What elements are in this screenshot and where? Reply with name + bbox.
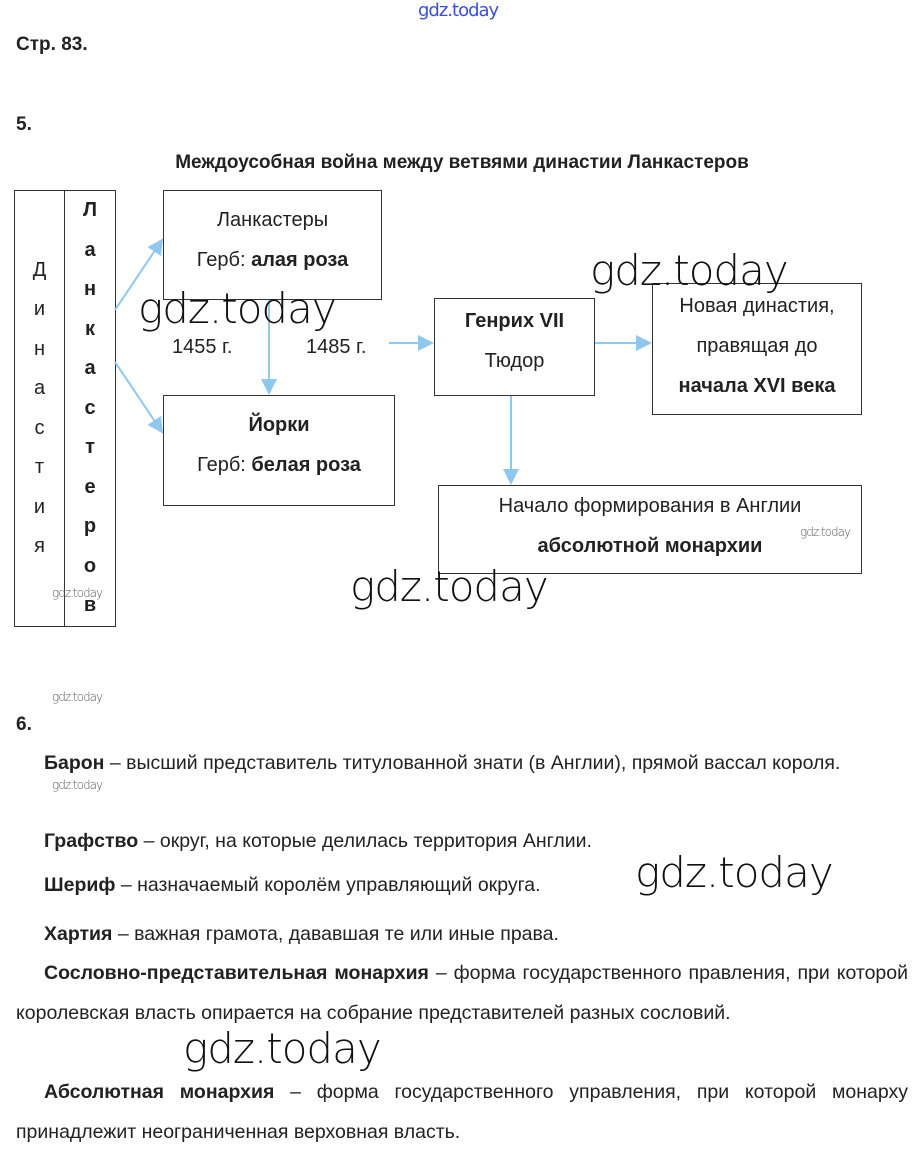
vertical-letter: е <box>84 475 96 498</box>
henry-line2: Тюдор <box>484 350 545 372</box>
watermark: gdz.today <box>52 690 103 704</box>
watermark: gdz.today <box>52 586 103 600</box>
vertical-letter: т <box>34 456 45 478</box>
vertical-letter: т <box>85 436 95 459</box>
watermark: gdz.today <box>635 848 833 897</box>
vertical-letter: н <box>83 278 97 301</box>
vertical-letter: и <box>33 495 46 518</box>
vertical-letter: н <box>33 337 46 360</box>
arrow-to-yorks <box>115 362 162 432</box>
term-definition <box>16 1073 908 1152</box>
term: Шериф <box>44 874 116 896</box>
york-coat: белая роза <box>251 454 361 476</box>
yorks-name: Йорки <box>248 414 310 436</box>
task-5-number: 5. <box>16 114 32 135</box>
dynasty-line3: начала XVI века <box>678 375 836 397</box>
definition: – форма государственного правления, при которой королевская власть опирается на собрание представителей разных сословий. <box>16 962 908 1024</box>
henry-line1: Генрих VII <box>464 310 565 332</box>
term-definition <box>16 744 908 784</box>
definition: – назначаемый королём управляющий округа. <box>115 874 541 896</box>
term-definition <box>16 954 908 1033</box>
diagram-title: Междоусобная война между ветвями династии Ланкастеров <box>175 152 749 173</box>
definition: – форма государственного управления, при которой монарху принадлежит неограниченная верховная власть. <box>16 1081 908 1143</box>
coat-label: Герб: <box>196 249 246 271</box>
definition: – высший представитель титулованной знати (в Англии), прямой вассал короля. <box>104 752 841 774</box>
watermark: gdz.today <box>183 1024 381 1073</box>
term: Барон <box>44 752 105 774</box>
coat-label: Герб: <box>197 454 246 476</box>
term: Графство <box>44 830 139 852</box>
watermark: gdz.today <box>138 284 336 333</box>
vertical-letter: я <box>34 535 45 557</box>
vertical-letter: Д <box>32 258 47 281</box>
vertical-letter: а <box>84 357 96 380</box>
definition: – важная грамота, дававшая те или иные права. <box>112 923 559 945</box>
vertical-letter: в <box>83 594 97 617</box>
year-1485: 1485 г. <box>306 336 367 358</box>
term: Абсолютная монархия <box>44 1081 275 1103</box>
watermark: gdz.today <box>800 525 851 539</box>
vertical-letter: а <box>84 238 96 261</box>
absolutism-line2: абсолютной монархии <box>537 535 763 557</box>
watermark: gdz.today <box>52 778 103 792</box>
definition: – округ, на которые делилась территория Англии. <box>138 830 592 852</box>
lancasters-name: Ланкастеры <box>216 209 329 231</box>
lancaster-coat: алая роза <box>251 249 349 271</box>
vertical-letter: к <box>84 317 95 340</box>
dynasty-line2: правящая до <box>696 335 818 357</box>
page-label: Стр. 83. <box>16 34 88 55</box>
vertical-letter: и <box>33 298 46 320</box>
vertical-letter: р <box>83 515 97 538</box>
vertical-letter: с <box>84 396 96 419</box>
vertical-letter: а <box>33 377 46 399</box>
vertical-letter: с <box>34 416 45 439</box>
term-definition <box>16 915 908 955</box>
vertical-letter: о <box>83 554 97 577</box>
vertical-letter: Л <box>82 199 98 222</box>
watermark: gdz.today <box>350 562 548 611</box>
dynasty-line1: Новая династия, <box>679 295 835 317</box>
task-6-number: 6. <box>16 714 32 735</box>
term: Хартия <box>44 923 113 945</box>
year-1455: 1455 г. <box>172 336 233 358</box>
absolutism-line1: Начало формирования в Англии <box>498 495 802 517</box>
term: Сословно-представительная монархия <box>44 962 429 984</box>
watermark: gdz.today <box>590 246 788 295</box>
watermark-top: gdz.today <box>418 0 499 21</box>
